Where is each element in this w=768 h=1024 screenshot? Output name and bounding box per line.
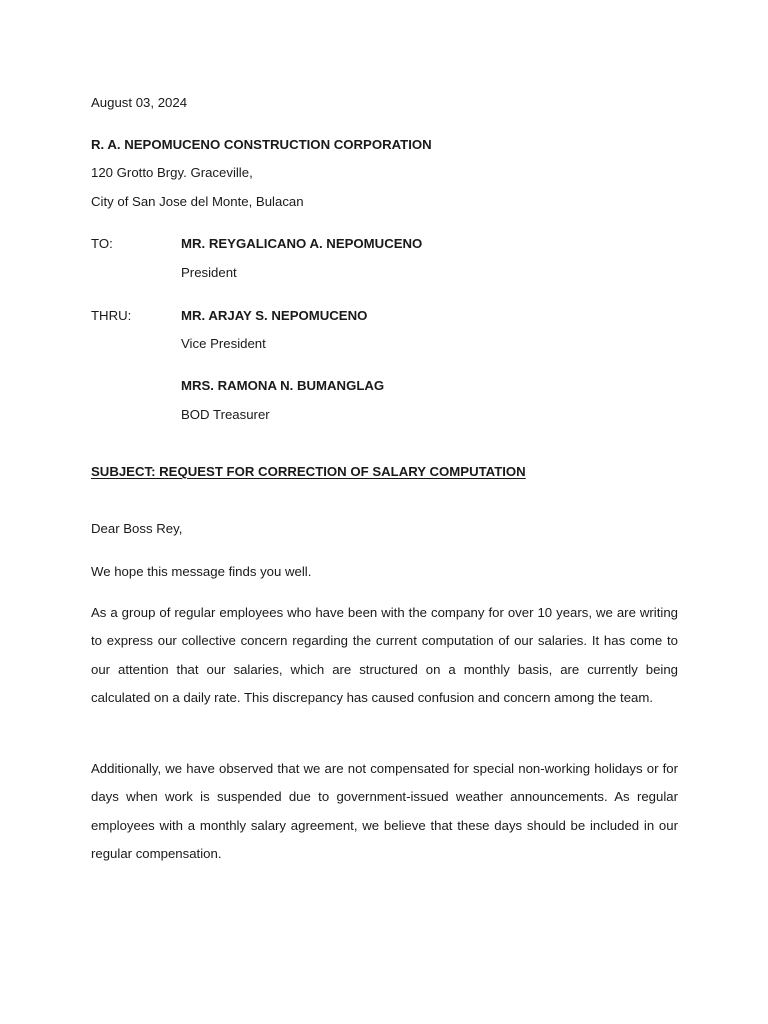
opening-line: We hope this message finds you well. <box>91 564 312 579</box>
to-recipient-name: MR. REYGALICANO A. NEPOMUCENO <box>181 236 423 251</box>
salutation: Dear Boss Rey, <box>91 521 183 536</box>
subject-line: SUBJECT: REQUEST FOR CORRECTION OF SALARY COMPUTATION <box>91 464 526 479</box>
letter-date: August 03, 2024 <box>91 95 188 110</box>
thru-recipient-title: BOD Treasurer <box>181 407 270 422</box>
body-paragraph: As a group of regular employees who have been with the company for over 10 years, we are writing to express our collective concern regarding the current computation of our salaries. It has come to our attention that our salaries, which are structured on a monthly basis, are currently being calculated on a daily rate. This discrepancy has caused confusion and concern among the team. <box>91 605 678 706</box>
company-name: R. A. NEPOMUCENO CONSTRUCTION CORPORATION <box>91 137 432 152</box>
to-label: TO: <box>91 236 113 251</box>
company-address-line2: City of San Jose del Monte, Bulacan <box>91 194 304 209</box>
thru-recipient-name: MR. ARJAY S. NEPOMUCENO <box>181 308 368 323</box>
thru-recipient-name: MRS. RAMONA N. BUMANGLAG <box>181 378 385 393</box>
company-address-line1: 120 Grotto Brgy. Graceville, <box>91 165 253 180</box>
body-paragraph: Additionally, we have observed that we are not compensated for special non-working holidays or for days when work is suspended due to government-issued weather announcements. As regular employees with a monthly salary agreement, we believe that these days should be included in our regular compensation. <box>91 761 678 862</box>
thru-label: THRU: <box>91 308 132 323</box>
to-recipient-title: President <box>181 265 237 280</box>
thru-recipient-title: Vice President <box>181 336 266 351</box>
